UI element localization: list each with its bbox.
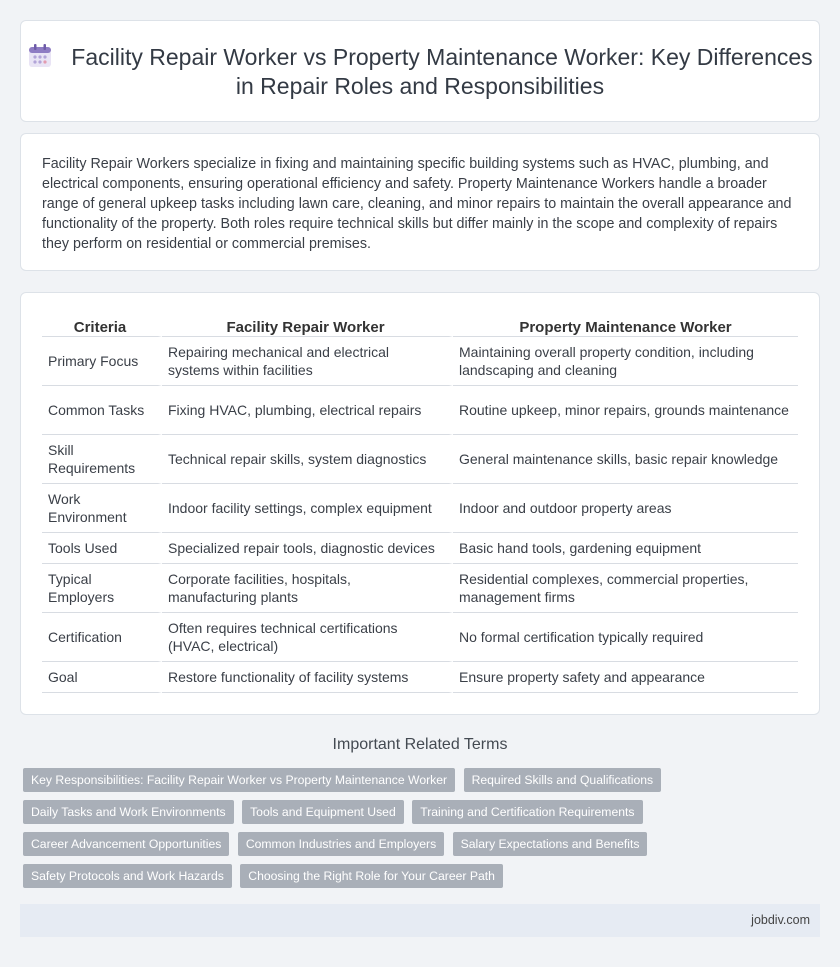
table-row [42, 564, 798, 613]
property-cell: Indoor and outdoor property areas [453, 484, 798, 533]
related-term-tag[interactable]: Required Skills and Qualifications [464, 768, 662, 792]
page-title [21, 43, 819, 101]
related-terms-heading: Important Related Terms [332, 736, 508, 753]
related-term-tag[interactable]: Key Responsibilities: Facility Repair Worker vs Property Maintenance Worker [23, 768, 455, 792]
comparison-table [42, 315, 798, 693]
title-card [20, 20, 820, 122]
calendar-icon [27, 43, 53, 69]
table-row [42, 533, 798, 564]
comparison-table-card [20, 292, 820, 715]
table-row [42, 386, 798, 435]
intro-card [20, 133, 820, 271]
property-cell: General maintenance skills, basic repair knowledge [453, 435, 798, 484]
related-term-tag[interactable]: Choosing the Right Role for Your Career Path [240, 864, 503, 888]
header-facility-repair-worker: Facility Repair Worker [162, 315, 453, 337]
related-term-tag[interactable]: Tools and Equipment Used [242, 800, 404, 824]
related-terms-list [23, 768, 823, 896]
facility-cell: Specialized repair tools, diagnostic devices [162, 533, 453, 564]
criteria-cell: Common Tasks [42, 386, 162, 435]
facility-cell: Technical repair skills, system diagnostics [162, 435, 453, 484]
page-title-text: Facility Repair Worker vs Property Maintenance Worker: Key Differences in Repair Roles and Responsibilities [71, 44, 813, 99]
criteria-cell: Skill Requirements [42, 435, 162, 484]
header-property-maintenance-worker: Property Maintenance Worker [453, 315, 798, 337]
criteria-cell: Certification [42, 613, 162, 662]
footer [20, 904, 820, 937]
criteria-cell: Typical Employers [42, 564, 162, 613]
footer-domain[interactable]: jobdiv.com [751, 913, 810, 927]
intro-paragraph: Facility Repair Workers specialize in fixing and maintaining specific building systems such as HVAC, plumbing, and electrical components, ensuring operational efficiency and safety. Property Maintenance Workers handle a broader range of general upkeep tasks including lawn care, cleaning, and minor repairs to maintain the overall appearance and functionality of the property. Both roles require technical skills but differ mainly in the scope and complexity of repairs they perform on residential or commercial premises. [42, 156, 792, 252]
related-term-tag[interactable]: Career Advancement Opportunities [23, 832, 229, 856]
facility-cell: Often requires technical certifications (HVAC, electrical) [162, 613, 453, 662]
criteria-cell: Goal [42, 662, 162, 693]
facility-cell: Restore functionality of facility systems [162, 662, 453, 693]
table-row [42, 613, 798, 662]
related-term-tag[interactable]: Daily Tasks and Work Environments [23, 800, 234, 824]
criteria-cell: Primary Focus [42, 337, 162, 386]
table-row [42, 435, 798, 484]
facility-cell: Fixing HVAC, plumbing, electrical repairs [162, 386, 453, 435]
property-cell: Maintaining overall property condition, including landscaping and cleaning [453, 337, 798, 386]
criteria-cell: Work Environment [42, 484, 162, 533]
property-cell: Residential complexes, commercial properties, management firms [453, 564, 798, 613]
related-term-tag[interactable]: Common Industries and Employers [238, 832, 444, 856]
facility-cell: Corporate facilities, hospitals, manufacturing plants [162, 564, 453, 613]
property-cell: Routine upkeep, minor repairs, grounds maintenance [453, 386, 798, 435]
table-row [42, 337, 798, 386]
table-row [42, 484, 798, 533]
table-row [42, 662, 798, 693]
property-cell: Basic hand tools, gardening equipment [453, 533, 798, 564]
criteria-cell: Tools Used [42, 533, 162, 564]
related-term-tag[interactable]: Safety Protocols and Work Hazards [23, 864, 232, 888]
property-cell: Ensure property safety and appearance [453, 662, 798, 693]
property-cell: No formal certification typically required [453, 613, 798, 662]
related-term-tag[interactable]: Salary Expectations and Benefits [453, 832, 648, 856]
header-criteria: Criteria [42, 315, 162, 337]
facility-cell: Indoor facility settings, complex equipment [162, 484, 453, 533]
table-header-row [42, 315, 798, 337]
facility-cell: Repairing mechanical and electrical systems within facilities [162, 337, 453, 386]
related-term-tag[interactable]: Training and Certification Requirements [412, 800, 642, 824]
